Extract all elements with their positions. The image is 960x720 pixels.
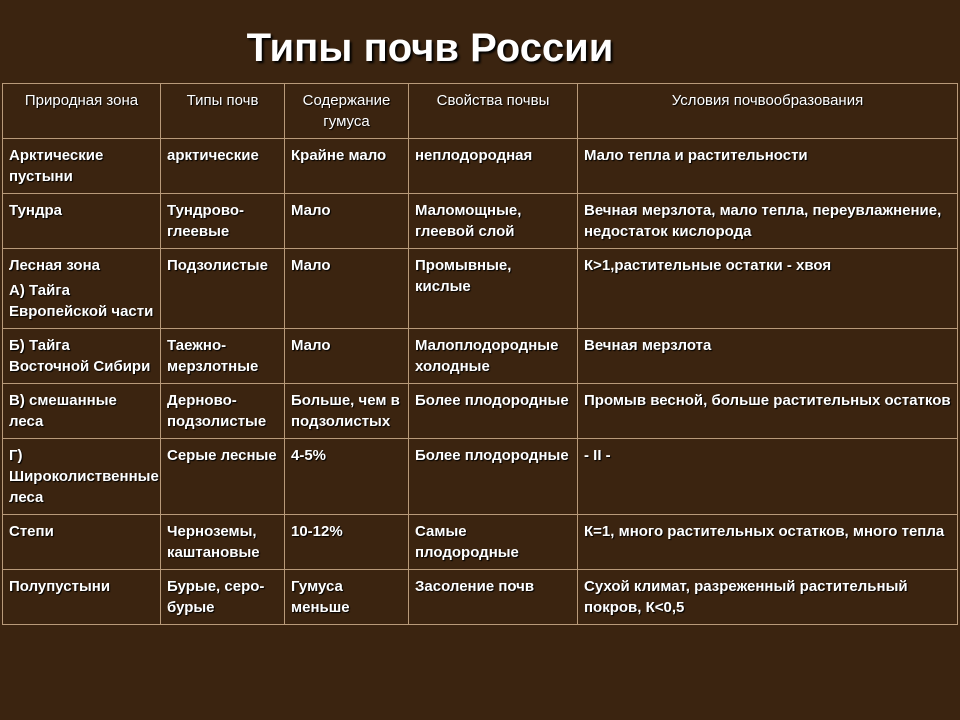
- cell-conditions: К=1, много растительных остатков, много тепла: [578, 515, 958, 570]
- cell-humus: Гумуса меньше: [285, 570, 409, 625]
- cell-zone: Полупустыни: [3, 570, 161, 625]
- table-header-row: [3, 84, 958, 139]
- cell-conditions: Вечная мерзлота, мало тепла, переувлажнение, недостаток кислорода: [578, 194, 958, 249]
- cell-zone: [3, 249, 161, 329]
- cell-humus: Мало: [285, 249, 409, 329]
- cell-humus: 10-12%: [285, 515, 409, 570]
- cell-properties: Маломощные, глеевой слой: [409, 194, 578, 249]
- table-row: [3, 139, 958, 194]
- cell-properties: Промывные, кислые: [409, 249, 578, 329]
- cell-conditions: Вечная мерзлота: [578, 329, 958, 384]
- cell-soil-type: Подзолистые: [161, 249, 285, 329]
- soil-types-table: [2, 83, 958, 625]
- cell-zone: Тундра: [3, 194, 161, 249]
- table-row: [3, 249, 958, 329]
- cell-zone: В) смешанные леса: [3, 384, 161, 439]
- table-row: [3, 329, 958, 384]
- cell-zone: Г) Широколиственные леса: [3, 439, 161, 515]
- cell-humus: Больше, чем в подзолистых: [285, 384, 409, 439]
- cell-soil-type: Таежно-мерзлотные: [161, 329, 285, 384]
- cell-humus: Мало: [285, 194, 409, 249]
- cell-soil-type: Черноземы, каштановые: [161, 515, 285, 570]
- cell-properties: неплодородная: [409, 139, 578, 194]
- slide-title: Типы почв России: [246, 26, 614, 70]
- header-humus-content: Содержание гумуса: [285, 84, 409, 139]
- cell-soil-type: Бурые, серо-бурые: [161, 570, 285, 625]
- cell-soil-type: Тундрово-глеевые: [161, 194, 285, 249]
- cell-conditions: - II -: [578, 439, 958, 515]
- table-row: [3, 194, 958, 249]
- cell-zone: Арктические пустыни: [3, 139, 161, 194]
- header-soil-conditions: Условия почвообразования: [578, 84, 958, 139]
- cell-conditions: К>1,растительные остатки - хвоя: [578, 249, 958, 329]
- table-row: [3, 439, 958, 515]
- header-soil-type: Типы почв: [161, 84, 285, 139]
- table-row: [3, 570, 958, 625]
- cell-zone: Б) Тайга Восточной Сибири: [3, 329, 161, 384]
- cell-conditions: Мало тепла и растительности: [578, 139, 958, 194]
- table-row: [3, 384, 958, 439]
- cell-soil-type: арктические: [161, 139, 285, 194]
- cell-soil-type: Серые лесные: [161, 439, 285, 515]
- cell-properties: Более плодородные: [409, 384, 578, 439]
- cell-zone-line: Лесная зона: [9, 257, 100, 274]
- cell-zone-line: А) Тайга Европейской части: [9, 282, 154, 320]
- cell-properties: Малоплодородные холодные: [409, 329, 578, 384]
- cell-humus: 4-5%: [285, 439, 409, 515]
- header-natural-zone: Природная зона: [3, 84, 161, 139]
- cell-soil-type: Дерново-подзолистые: [161, 384, 285, 439]
- cell-properties: Более плодородные: [409, 439, 578, 515]
- table-row: [3, 515, 958, 570]
- cell-conditions: Сухой климат, разреженный растительный покров, К<0,5: [578, 570, 958, 625]
- cell-humus: Мало: [285, 329, 409, 384]
- cell-properties: Засоление почв: [409, 570, 578, 625]
- cell-zone: Степи: [3, 515, 161, 570]
- cell-conditions: Промыв весной, больше растительных остатков: [578, 384, 958, 439]
- header-soil-properties: Свойства почвы: [409, 84, 578, 139]
- cell-properties: Самые плодородные: [409, 515, 578, 570]
- cell-humus: Крайне мало: [285, 139, 409, 194]
